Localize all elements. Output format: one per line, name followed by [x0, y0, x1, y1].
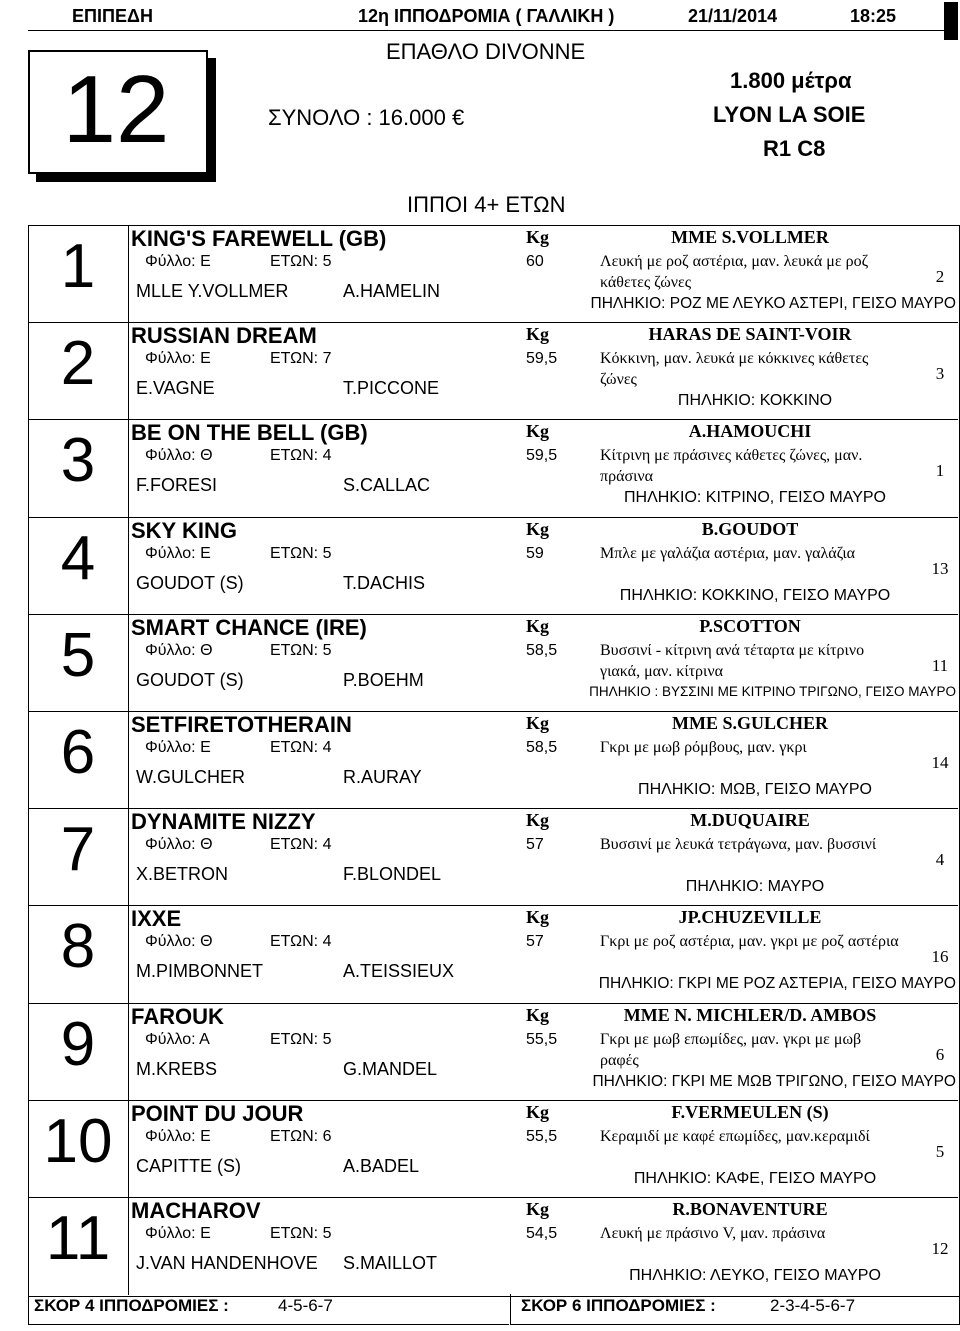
header-divider [28, 30, 956, 31]
draw-number: 5 [935, 1141, 945, 1161]
horse-sex: Φύλλο: Θ [145, 447, 213, 465]
carried-weight: 60 [526, 253, 544, 270]
horse-age: ΕΤΩΝ: 5 [270, 1030, 332, 1048]
number-column-divider [128, 225, 129, 1295]
score4-value: 4-5-6-7 [278, 1296, 333, 1315]
horse-sex: Φύλλο: Θ [145, 933, 213, 951]
jockey-name: F.FORESI [136, 475, 218, 496]
horse-age: ΕΤΩΝ: 6 [270, 1127, 332, 1145]
jockey-name: J.VAN HANDENHOVE [136, 1253, 318, 1273]
venue: LYON LA SOIE [713, 102, 866, 127]
runner-number: 10 [43, 1106, 113, 1176]
horse-sex: Φύλλο: Ε [145, 253, 211, 270]
jockey-name: GOUDOT (S) [136, 572, 244, 593]
horse-age: ΕΤΩΝ: 5 [270, 253, 332, 270]
trainer-name: S.CALLAC [343, 475, 431, 496]
meeting-title: 12η ΙΠΠΟΔΡΟΜΙΑ ( ΓΑΛΛΙΚΗ ) [358, 6, 615, 26]
horse-name: SETFIRETOTHERAIN [131, 712, 352, 737]
draw-number: 4 [935, 850, 945, 870]
age-condition: ΙΠΠΟΙ 4+ ΕΤΩΝ [407, 192, 566, 217]
horse-name: FAROUK [131, 1003, 224, 1029]
distance: 1.800 μέτρα [730, 68, 852, 93]
kg-label: Kg [526, 615, 550, 636]
jockey-colours: Βυσσινί με λευκά τετράγωνα, μαν. βυσσινί [600, 836, 877, 854]
carried-weight: 55,5 [526, 1030, 558, 1048]
owner-name: F.VERMEULEN (S) [671, 1101, 829, 1122]
draw-number: 14 [931, 753, 949, 772]
score6-box [510, 1294, 960, 1325]
jockey-name: CAPITTE (S) [136, 1155, 242, 1176]
trainer-name: P.BOEHM [343, 669, 424, 690]
jockey-name: M.PIMBONNET [136, 961, 264, 982]
draw-number: 1 [935, 461, 945, 481]
runner-number: 8 [60, 912, 96, 982]
kg-label: Kg [526, 1101, 550, 1122]
cap-description: ΠΗΛΗΚΙΟ: ΚΑΦΕ, ΓΕΙΣΟ ΜΑΥΡΟ [633, 1169, 877, 1187]
horse-name: DYNAMITE NIZZY [131, 809, 316, 835]
carried-weight: 55,5 [526, 1127, 558, 1145]
jockey-colours: Γκρι με ροζ αστέρια, μαν. γκρι με ροζ αστέρια [600, 933, 899, 951]
cap-description: ΠΗΛΗΚΙΟ: ΚΟΚΚΙΝΟ [677, 392, 833, 410]
race-number: 12 [62, 56, 170, 163]
jockey-colours: Βυσσινί - κίτρινη ανά τέταρτα με κίτρινο γιακά, μαν. κίτρινα [600, 641, 865, 680]
score6-value: 2-3-4-5-6-7 [770, 1296, 856, 1315]
kg-label: Kg [526, 421, 550, 442]
trainer-name: R.AURAY [343, 767, 422, 787]
score6-label: ΣΚΟΡ 6 ΙΠΠΟΔΡΟΜΙΕΣ : [521, 1296, 716, 1315]
carried-weight: 54,5 [526, 1225, 558, 1242]
draw-number: 16 [931, 947, 949, 967]
horse-name: SMART CHANCE (IRE) [131, 614, 367, 640]
owner-name: R.BONAVENTURE [672, 1199, 828, 1219]
draw-number: 13 [931, 558, 949, 578]
runner-number: 7 [60, 815, 96, 885]
horse-age: ΕΤΩΝ: 5 [270, 544, 332, 562]
jockey-colours: Γκρι με μωβ ρόμβους, μαν. γκρι [600, 739, 807, 756]
horse-age: ΕΤΩΝ: 4 [270, 933, 332, 951]
prize-name: ΕΠΑΘΛΟ DIVONNE [386, 39, 586, 64]
jockey-colours: Κεραμιδί με καφέ επωμίδες, μαν.κεραμιδί [600, 1127, 870, 1145]
runner-number: 9 [60, 1009, 96, 1079]
jockey-colours: Γκρι με μωβ επωμίδες, μαν. γκρι με μωβ ραφές [600, 1030, 862, 1069]
horse-name: POINT DU JOUR [131, 1100, 304, 1126]
race-date: 21/11/2014 [688, 6, 778, 26]
runner-number: 11 [45, 1204, 111, 1273]
jockey-colours: Λευκή με πράσινο V, μαν. πράσινα [600, 1225, 826, 1242]
jockey-name: MLLE Y.VOLLMER [136, 281, 289, 301]
cap-description: ΠΗΛΗΚΙΟ: ΜΩΒ, ΓΕΙΣΟ ΜΑΥΡΟ [638, 781, 872, 798]
runner-number: 4 [60, 523, 96, 593]
trainer-name: T.PICCONE [343, 378, 440, 399]
kg-label: Kg [526, 1199, 550, 1219]
jockey-name: X.BETRON [136, 864, 229, 885]
header-bar-mark [944, 2, 958, 40]
kg-label: Kg [526, 1004, 550, 1025]
cap-description: ΠΗΛΗΚΙΟ : ΒΥΣΣΙΝΙ ΜΕ ΚΙΤΡΙΝΟ ΤΡΙΓΩΝΟ, ΓΕΙΣΟ ΜΑΥΡΟ [589, 683, 956, 699]
prize-total: ΣΥΝΟΛΟ : 16.000 € [268, 105, 465, 130]
score4-label: ΣΚΟΡ 4 ΙΠΠΟΔΡΟΜΙΕΣ : [34, 1296, 229, 1315]
score4-box [28, 1294, 509, 1325]
owner-name: MME S.GULCHER [671, 713, 828, 733]
horse-sex: Φύλλο: Ε [145, 350, 211, 368]
horse-age: ΕΤΩΝ: 4 [270, 739, 332, 756]
cap-description: ΠΗΛΗΚΙΟ: ΡΟΖ ΜΕ ΛΕΥΚΟ ΑΣΤΕΡΙ, ΓΕΙΣΟ ΜΑΥΡΟ [590, 295, 956, 312]
draw-number: 2 [935, 267, 945, 286]
horse-sex: Φύλλο: Ε [145, 739, 211, 756]
draw-number: 12 [931, 1239, 949, 1258]
kg-label: Kg [526, 810, 550, 831]
trainer-name: S.MAILLOT [343, 1253, 438, 1273]
cap-description: ΠΗΛΗΚΙΟ: ΓΚΡΙ ΜΕ ΡΟΖ ΑΣΤΕΡΙΑ, ΓΕΙΣΟ ΜΑΥΡΟ [598, 975, 956, 993]
trainer-name: A.BADEL [343, 1155, 420, 1176]
jockey-colours: Κίτρινη με πράσινες κάθετες ζώνες, μαν. πράσινα [600, 447, 863, 486]
horse-sex: Φύλλο: Ε [145, 1225, 211, 1242]
kg-label: Kg [526, 713, 550, 733]
horse-name: BE ON THE BELL (GB) [131, 420, 368, 446]
jockey-name: M.KREBS [136, 1058, 218, 1079]
cap-description: ΠΗΛΗΚΙΟ: ΜΑΥΡΟ [685, 878, 825, 896]
horse-name: RUSSIAN DREAM [131, 323, 317, 349]
horse-sex: Φύλλο: Ε [145, 1127, 211, 1145]
horse-age: ΕΤΩΝ: 4 [270, 836, 332, 854]
jockey-name: GOUDOT (S) [136, 669, 244, 690]
kg-label: Kg [526, 324, 550, 345]
horse-age: ΕΤΩΝ: 4 [270, 447, 332, 465]
draw-number: 3 [935, 364, 945, 384]
jockey-name: E.VAGNE [136, 378, 215, 399]
runner-number: 2 [60, 329, 96, 399]
horse-sex: Φύλλο: Ε [145, 544, 211, 562]
runner-number: 5 [60, 620, 96, 690]
horse-sex: Φύλλο: Α [145, 1030, 210, 1048]
carried-weight: 58,5 [526, 641, 558, 659]
race-code: R1 C8 [763, 136, 826, 161]
horse-age: ΕΤΩΝ: 5 [270, 641, 332, 659]
cap-description: ΠΗΛΗΚΙΟ: ΓΚΡΙ ΜΕ ΜΩΒ ΤΡΙΓΩΝΟ, ΓΕΙΣΟ ΜΑΥΡΟ [592, 1072, 956, 1090]
owner-name: MME S.VOLLMER [671, 227, 829, 247]
race-type: ΕΠΙΠΕΔΗ [72, 6, 153, 26]
horse-age: ΕΤΩΝ: 5 [270, 1225, 332, 1242]
kg-label: Kg [526, 907, 550, 928]
horse-age: ΕΤΩΝ: 7 [270, 350, 332, 368]
owner-name: MME N. MICHLER/D. AMBOS [623, 1004, 877, 1025]
kg-label: Kg [526, 518, 550, 539]
horse-name: KING'S FAREWELL (GB) [131, 226, 387, 251]
jockey-colours: Μπλε με γαλάζια αστέρια, μαν. γαλάζια [600, 544, 856, 562]
owner-name: JP.CHUZEVILLE [678, 907, 822, 928]
horse-sex: Φύλλο: Θ [145, 641, 213, 659]
jockey-colours: Λευκή με ροζ αστέρια, μαν. λευκά με ροζ κάθετες ζώνες [600, 253, 869, 291]
runner-number: 6 [60, 718, 96, 787]
owner-name: P.SCOTTON [699, 615, 801, 636]
jockey-name: W.GULCHER [136, 767, 246, 787]
draw-number: 6 [935, 1044, 945, 1064]
owner-name: A.HAMOUCHI [688, 421, 812, 442]
horse-name: SKY KING [131, 517, 237, 543]
carried-weight: 59,5 [526, 447, 558, 465]
race-time: 18:25 [850, 6, 897, 26]
carried-weight: 59 [526, 544, 544, 562]
trainer-name: A.TEISSIEUX [343, 961, 455, 982]
runner-number: 3 [60, 426, 96, 496]
horse-name: MACHAROV [131, 1198, 261, 1223]
runner-number: 1 [60, 232, 96, 301]
cap-description: ΠΗΛΗΚΙΟ: ΚΙΤΡΙΝΟ, ΓΕΙΣΟ ΜΑΥΡΟ [623, 489, 886, 507]
horse-name: IXXE [131, 906, 182, 932]
trainer-name: T.DACHIS [343, 572, 426, 593]
owner-name: M.DUQUAIRE [690, 810, 810, 831]
owner-name: HARAS DE SAINT-VOIR [648, 324, 852, 345]
carried-weight: 58,5 [526, 739, 558, 756]
horse-sex: Φύλλο: Θ [145, 836, 213, 854]
trainer-name: A.HAMELIN [343, 281, 441, 301]
trainer-name: F.BLONDEL [343, 864, 442, 885]
jockey-colours: Κόκκινη, μαν. λευκά με κόκκινες κάθετες ζώνες [600, 350, 869, 389]
carried-weight: 59,5 [526, 350, 558, 368]
owner-name: B.GOUDOT [701, 518, 799, 539]
trainer-name: G.MANDEL [343, 1058, 438, 1079]
draw-number: 11 [931, 655, 949, 675]
cap-description: ΠΗΛΗΚΙΟ: ΚΟΚΚΙΝΟ, ΓΕΙΣΟ ΜΑΥΡΟ [619, 586, 891, 604]
carried-weight: 57 [526, 933, 544, 951]
carried-weight: 57 [526, 836, 544, 854]
cap-description: ΠΗΛΗΚΙΟ: ΛΕΥΚΟ, ΓΕΙΣΟ ΜΑΥΡΟ [629, 1267, 881, 1284]
kg-label: Kg [526, 227, 550, 247]
